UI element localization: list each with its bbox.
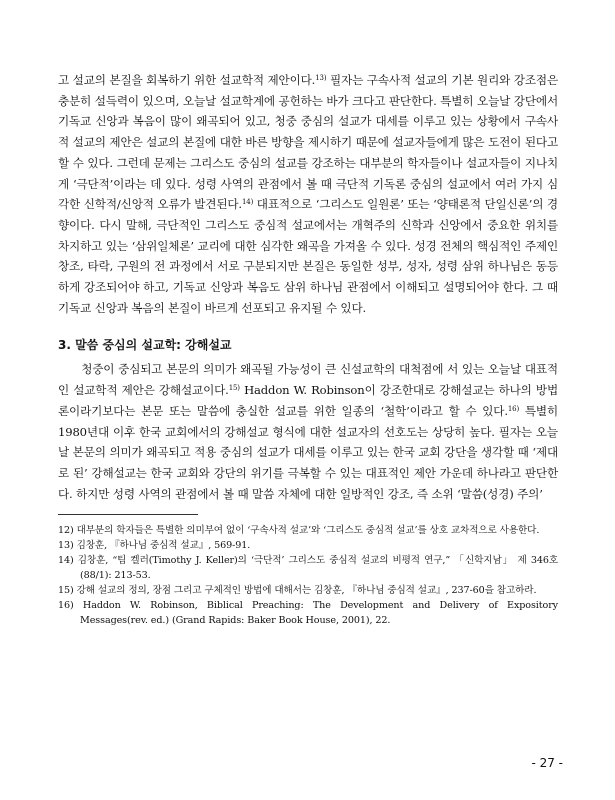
text-run: Haddon W. Robinson이 강조한대로 강해설교는 하나의 방법론이라기보다는 본문 또는 말씀에 충실한 설교를 위한 일종의 ‘철학’이라고 할 수 있다. <box>58 383 558 418</box>
page-number: - 27 - <box>531 756 563 770</box>
footnote-13: 13) 김창훈, 『하나님 중심적 설교』, 569-91. <box>58 540 251 552</box>
footnote-14: 14) 김창훈, “팀 켈러(Timothy J. Keller)의 ‘극단적’ 그리스도 중심적 설교의 비평적 연구,” 「신학지남」 제 346호(88/1): 213-53. <box>58 555 558 582</box>
footnote-ref-16[interactable]: 16) <box>507 404 520 413</box>
page-content <box>58 70 558 628</box>
footnote-16: 16) Haddon W. Robinson, Biblical Preaching: The Development and Delivery of Expository Messages(rev. ed.) (Grand Rapids: Baker Book House, 2001), 22. <box>58 600 558 627</box>
text-run: 필자는 구속사적 설교의 기본 원리와 강조점은 충분히 설득력이 있으며, 오늘날 설교학계에 공헌하는 바가 크다고 판단한다. 특별히 오늘날 강단에서 기독교 신앙과 복음이 많이 왜곡되어 있고, 청중 중심의 설교가 대세를 이루고 있는 상황에서 구속사적 설교의 제안은 설교의 본질에 대한 바른 방향을 제시하기 때문에 설교자들에게 많은 도전이 된다고 할 수 있다. 그런데 문제는 그리스도 중심의 설교를 강조하는 대부분의 학자들이나 설교자들이 지나치게 ‘극단적’이라는 데 있다. 성령 사역의 관점에서 볼 때 극단적 기독론 중심의 설교에서 여러 가지 심각한 신학적/신앙적 오류가 발견된다. <box>58 73 558 212</box>
text-run: 청중이 중심되고 본문의 의미가 왜곡될 가능성이 큰 신설교학의 대척점에 서 있는 오늘날 대표적인 설교학적 제안은 강해설교이다. <box>58 362 558 398</box>
footnote-ref-14[interactable]: 14) <box>241 198 254 207</box>
body-paragraph-1 <box>58 70 558 318</box>
text-run: 대표적으로 ‘그리스도 일원론’ 또는 ‘양태론적 단일신론’의 경향이다. 다시 말해, 극단적인 그리스도 중심적 설교에서는 개혁주의 신학과 신앙에서 중요한 위치를 차지하고 있는 ‘삼위일체론’ 교리에 대한 심각한 왜곡을 가져올 수 있다. 성경 전체의 핵심적인 주제인 창조, 타락, 구원의 전 과정에서 서로 구분되지만 본질은 동일한 성부, 성자, 성령 삼위 하나님은 동등하게 강조되어야 하고, 기독교 신앙과 복음도 삼위 하나님 관점에서 이해되고 설명되어야 한다. 그 때 기독교 신앙과 복음의 본질이 바르게 선포되고 유지될 수 있다. <box>58 197 558 315</box>
footnote-ref-13[interactable]: 13) <box>315 74 327 82</box>
footnote-15: 15) 강해 설교의 정의, 장점 그리고 구체적인 방법에 대해서는 김창훈, 『하나님 중심적 설교』, 237-60을 참고하라. <box>58 585 537 597</box>
section-heading: 3. 말씀 중심의 설교학: 강해설교 <box>58 338 232 353</box>
footnote-ref-15[interactable]: 15) <box>228 384 240 393</box>
text-run: 특별히 1980년대 이후 한국 교회에서의 강해설교 형식에 대한 설교자의 선호도는 상당히 높다. 필자는 오늘날 본문의 의미가 왜곡되고 적용 중심의 설교가 대세를 이루고 있는 한국 교회 강단을 생각할 때 ‘제대로 된’ 강해설교는 한국 교회와 강단의 위기를 극복할 수 있는 대표적인 제안 가운데 하나라고 판단한다. 하지만 성령 사역의 관점에서 볼 때 말씀 자체에 대한 일방적인 강조, 즉 소위 ‘말씀(성경) 주의’ <box>58 403 559 501</box>
footnote-12: 12) 대부분의 학자들은 특별한 의미부여 없이 ‘구속사적 설교’와 ‘그리스도 중심적 설교’를 상호 교차적으로 사용한다. <box>58 525 540 537</box>
footnote-list <box>58 523 558 628</box>
body-paragraph-2 <box>58 359 558 504</box>
footnote-divider <box>58 514 198 515</box>
text-run: 고 설교의 본질을 회복하기 위한 설교학적 제안이다. <box>58 73 316 87</box>
